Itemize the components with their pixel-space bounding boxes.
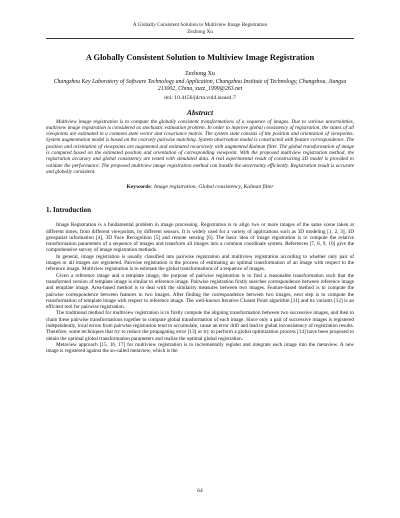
header-rule xyxy=(46,38,354,39)
running-header xyxy=(46,0,354,36)
intro-paragraph-3: Given a reference image and a template image, the purpose of pairwise registration is to find a reasonable transformation such that the transformed version of template image is similar to reference image. Pairwise registration firstly searches correspondence between reference image and template image. Area-based method is to deal with the similarity measures between two images. Feature-based method is to compute the pairwise correspondence between features in two images. After finding the correspondence between two images, next step is to compute the transformation of template image with respect to reference image. The well-known Iterative Closest Point algorithm [11] and its variants [12] is an efficient tool for pairwise registration. xyxy=(46,272,354,311)
keywords-line xyxy=(46,184,354,190)
page-number: 64 xyxy=(197,488,203,494)
paper-title: A Globally Consistent Solution to Multiview Image Registration xyxy=(85,53,315,62)
paper-author: Zezhong Xu xyxy=(185,71,215,77)
intro-paragraph-1: Image Registration is a fundamental problem in image processing. Registration is to align two or more images of the same scene taken at different times, from different viewpoints, by different sensors. It is widely used for a variety of applications such as 3D modeling [1, 2, 3], 3D geospatial information [4], 3D Face Recognition [5] and remote sensing [6]. The basic idea of image registration is to compute the relative transformation parameters of a sequence of images and transform all images into a common coordinate system. References [7, 8, 9, 10] give the comprehensive survey of image registration methods. xyxy=(46,222,354,254)
keywords-label: Keywords xyxy=(126,184,151,191)
running-header-author: Zezhong Xu xyxy=(187,29,213,35)
doi-line: doi: 10.4156/jdcta.vol4.issue4.7 xyxy=(164,94,236,101)
keywords-text: : Image registration, Global consistency, Kalman filter xyxy=(150,184,274,191)
author-affiliation: Changzhou Key Laboratory of Software Technology and Application, Changzhou Institute of Technology, Changzhou, Jiangsu 213002, China, xuzz_1999@263.net xyxy=(53,79,347,93)
intro-paragraph-5: Metaview approach [15, 16, 17] for multiview registration is to incrementally register and integrate each image into the metaview. A new image is registered against the so-called metaview, which is the xyxy=(46,341,354,355)
running-header-title: A Globally Consistent Solution to Multiview Image Registration xyxy=(132,22,268,28)
section-heading-introduction: 1. Introduction xyxy=(46,206,91,215)
intro-paragraph-2: In general, image registration is usually classified into pairwise registration and multiview registration according to whether only pair of images or all images are registered. Pairwise registration is the process of estimating an optimal transformation of an image with respect to the reference image. Multiview registration is to estimate the global transformations of a sequence of images. xyxy=(46,253,354,273)
abstract-text: Multiview image registration is to compute the globally consistent transformations of a sequence of images. Due to various uncertainties, multiview image registration is considered as stochastic estimation problem. In order to improve global consistency of registration, the states of all viewpoints are estimated in a common state vector and covariance matrix. The system state consists of the position and orientation of viewpoints. System augmentation model is based on the coarsely pairwise matching. System observation model is constructed with feature correspondence. The position and orientation of viewpoints are augmented and estimated recursively with augmented Kalman filter. The global transformation of image is computed based on the estimated position and orientation of corresponding viewpoint. With the proposed multiview registration method, the registration accuracy and global consistency are tested with simulated data. A real experimental result of constructing 3D model is provided to validate the performance. The proposed multiview image registration method can handle the uncertainty efficiently. Registration result is accurate and globally consistent. xyxy=(46,118,354,175)
intro-paragraph-4: The traditional method for multiview registration is to firstly compute the aligning transformation between two successive images, and then to chain these pairwise transformations together to compute global transformation of each image. Since only a pair of successive images is registered independently, local errors from pairwise registration tend to accumulate, cause an error drift and lead to global inconsistency of registration results. Therefore, some techniques that try to reduce the propagating error [13] or try to perform a global optimization process [14] have been proposed to obtain the optimal global transformation parameters and realize the optimal global registration. xyxy=(46,310,354,342)
abstract-heading: Abstract xyxy=(186,107,214,117)
